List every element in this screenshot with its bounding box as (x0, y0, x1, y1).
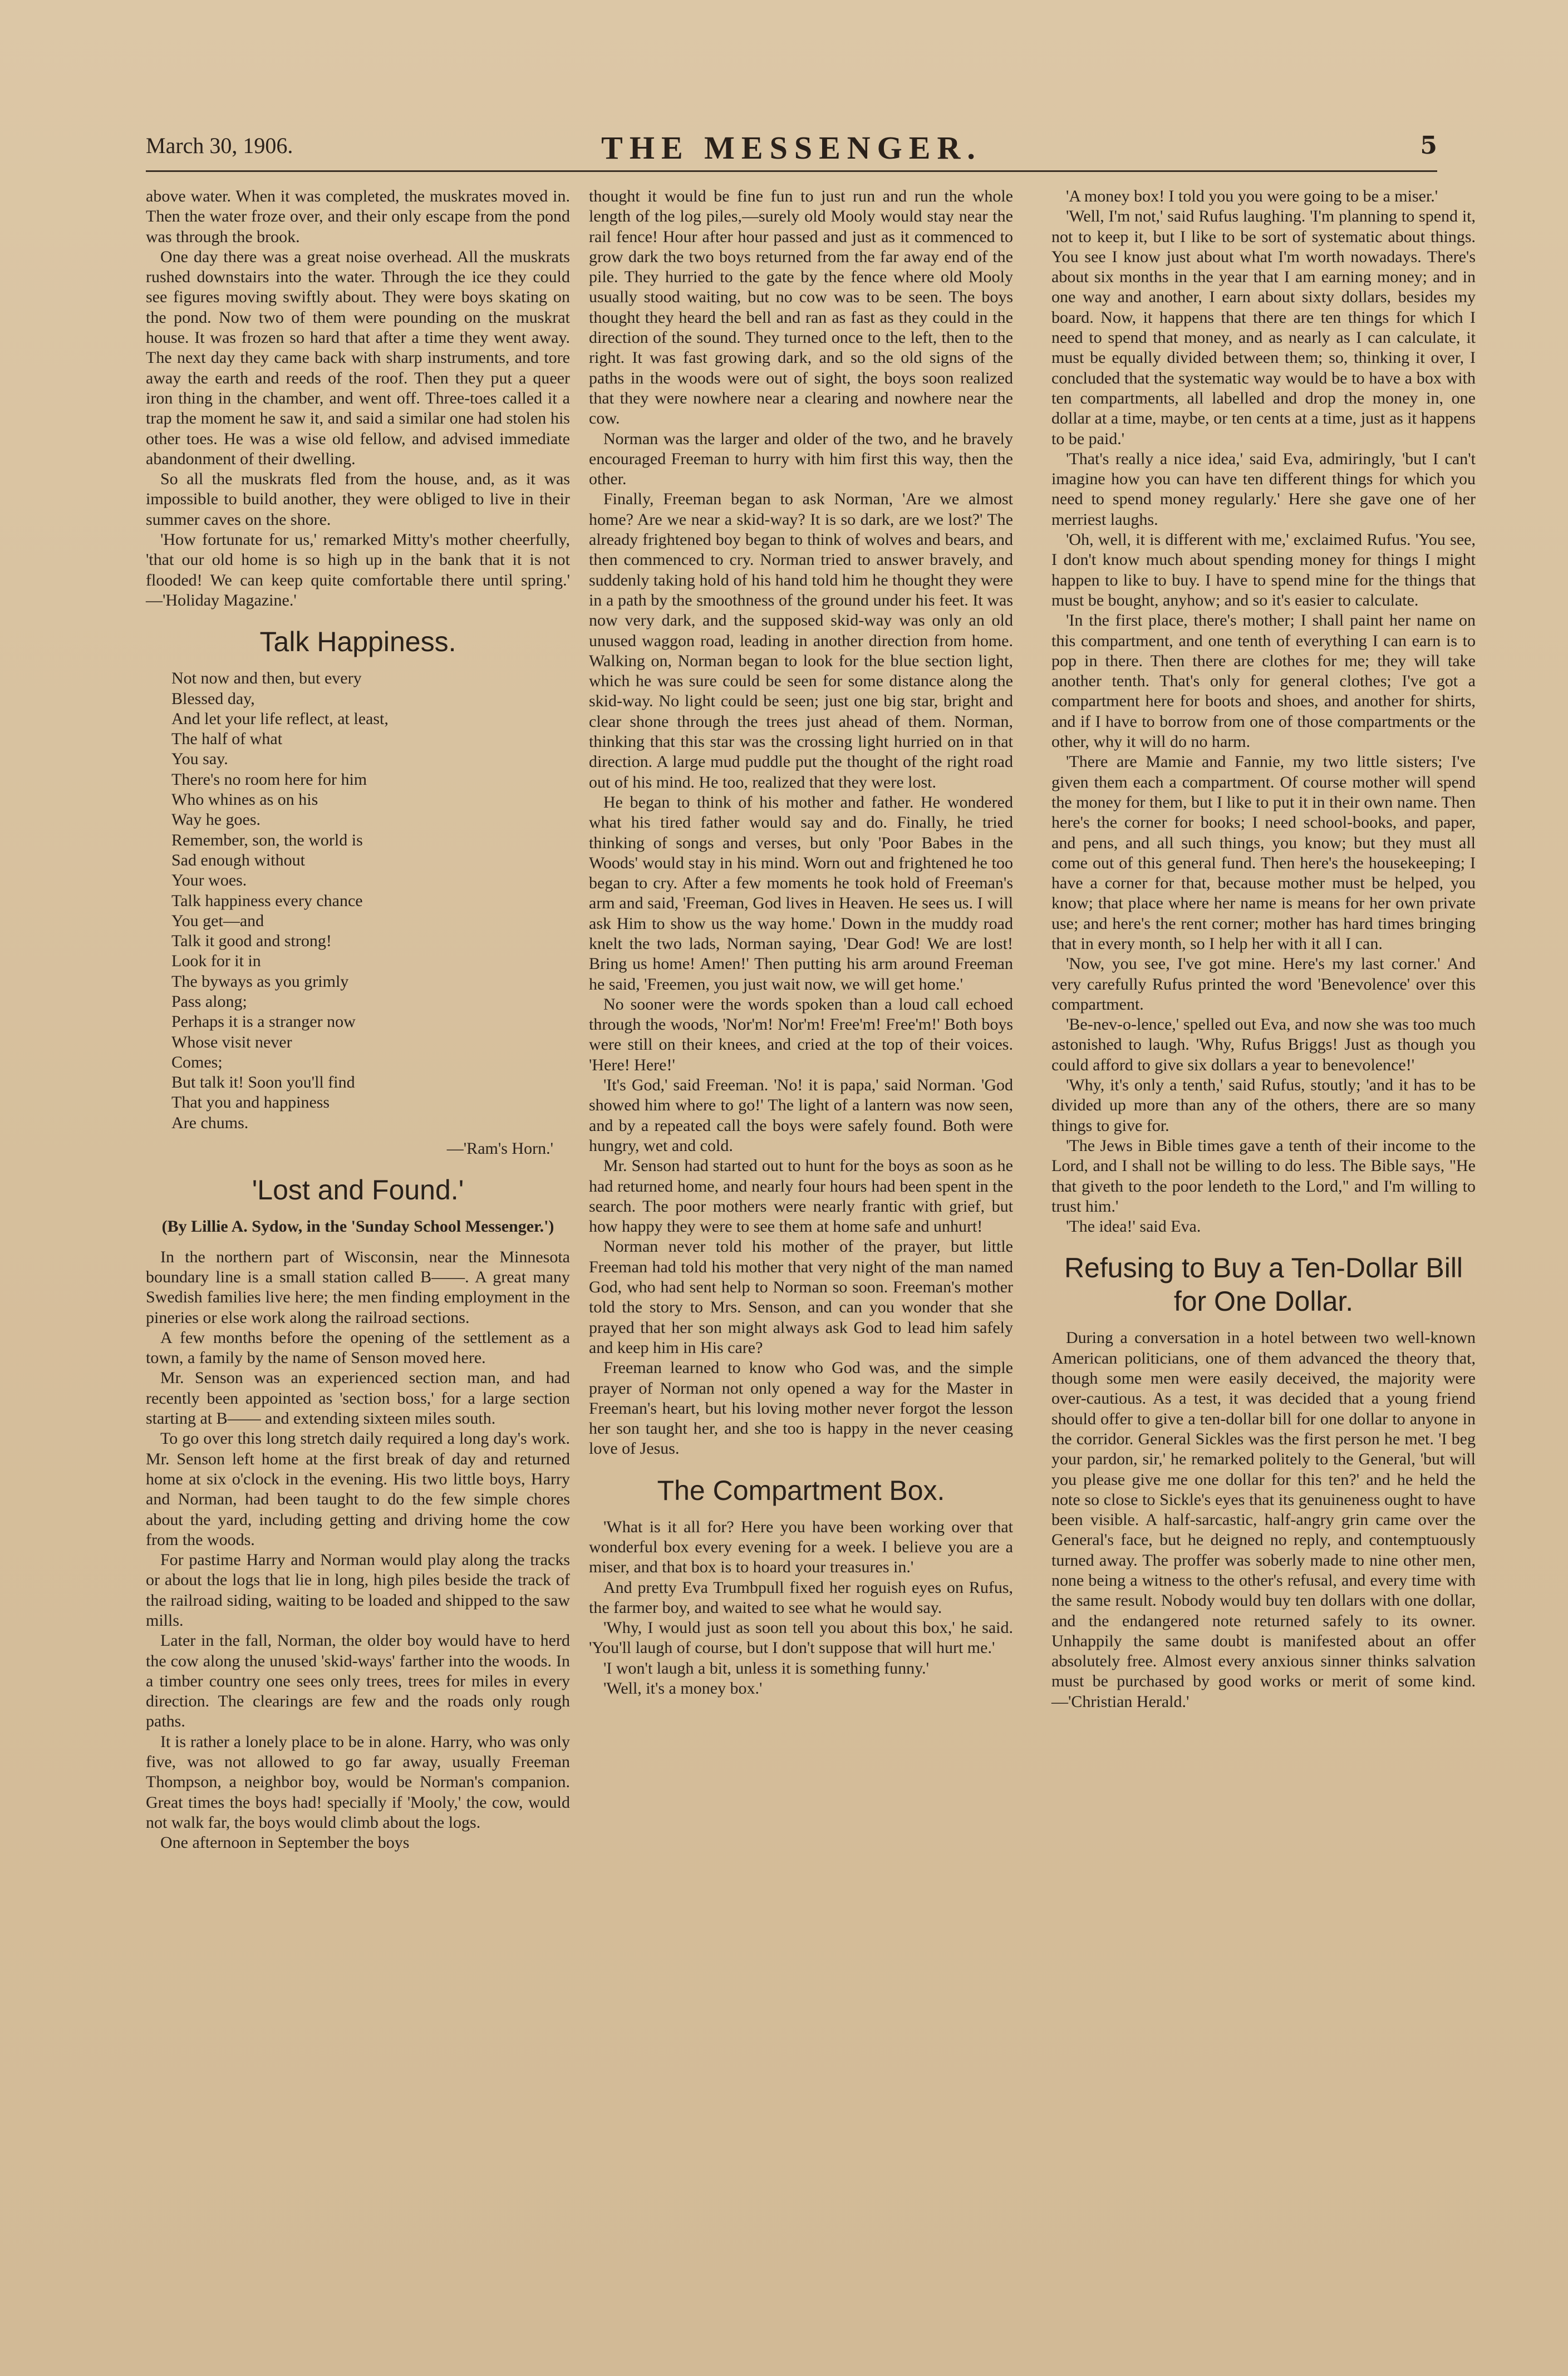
poem-line: Comes; (171, 1052, 223, 1071)
paragraph: So all the muskrats fled from the house, and, as it was impossible to build another, they were obliged to live in their summer caves on the shore. (146, 470, 570, 529)
paragraph: 'The idea!' said Eva. (1066, 1217, 1201, 1236)
paragraph: 'Be-nev-o-lence,' spelled out Eva, and now she was too much astonished to laugh. 'Why, Rufus Briggs! Just as though you could afford to give six dollars a year to benevolence!' (1051, 1015, 1476, 1074)
paragraph: Later in the fall, Norman, the older boy would have to herd the cow along the unused 'skid-ways' farther into the woods. In a timber country one sees only trees, trees for miles in every direction. The clearings are few and the roads only rough paths. (146, 1631, 570, 1731)
paragraph: He began to think of his mother and father. He wondered what his tired father would say and do. Finally, he tried thinking of songs and verses, but only 'Poor Babes in the Woods' would stay in his mind. Worn out and frightened he too began to cry. After a few moments he took hold of Freeman's arm and said, 'Freeman, God lives in Heaven. He sees us. I will ask Him to show us the way home.' Down in the muddy road knelt the two lads, Norman saying, 'Dear God! We are lost! Bring us home! Amen!' Then putting his arm around Freeman he said, 'Freemen, you just wait now, we will get home.' (589, 793, 1013, 993)
byline: (By Lillie A. Sydow, in the 'Sunday School Messenger.') (161, 1217, 554, 1236)
paragraph: 'Well, I'm not,' said Rufus laughing. 'I'm planning to spend it, not to keep it, but I like to be sort of systematic about things. You see I know just about what I'm worth nowadays. There's about six months in the year that I am earning money; and in one way and another, I earn about sixty dollars, besides my board. Now, it happens that there are ten things for which I need to spend that money, and as nearly as I can calculate, it must be equally divided between them; so, thinking it over, I concluded that the systematic way would be to have a box with ten compartments, all labelled and drop the money in, one dollar at a time, maybe, or ten cents at a time, just as it happens to be paid.' (1051, 207, 1476, 448)
poem-line: But talk it! Soon you'll find (171, 1073, 355, 1092)
paragraph: One afternoon in September the boys (160, 1833, 410, 1852)
paragraph: 'What is it all for? Here you have been working over that wonderful box every evening for a week. I believe you are a miser, and that box is to hoard your treasures in.' (589, 1517, 1013, 1577)
poem-line: Are chums. (171, 1113, 249, 1132)
poem-line: Whose visit never (171, 1032, 292, 1051)
paragraph: For pastime Harry and Norman would play along the tracks or about the logs that lie in long, high piles beside the track of the railroad siding, waiting to be loaded and shipped to the saw mills. (146, 1551, 570, 1630)
paragraph: 'Oh, well, it is different with me,' exclaimed Rufus. 'You see, I don't know much about spending money for things I might happen to like to buy. I have to spend mine for the things that must be bought, anyhow; and so it's easier to calculate. (1051, 530, 1476, 609)
paragraph: 'It's God,' said Freeman. 'No! it is papa,' said Norman. 'God showed him where to go!' The light of a lantern was now seen, and by a repeated call the boys were safely found. Both were hungry, wet and cold. (589, 1076, 1013, 1155)
poem-line: You get—and (171, 911, 264, 930)
article-heading-compartment-box: The Compartment Box. (657, 1474, 945, 1506)
poem-line: The half of what (171, 730, 283, 749)
poem-line: Sad enough without (171, 850, 305, 869)
column-1 (146, 186, 570, 1853)
article-heading-lost-and-found: 'Lost and Found.' (252, 1174, 464, 1206)
paragraph: In the northern part of Wisconsin, near the Minnesota boundary line is a small station called B——. A great many Swedish families live here; the men finding employment in the pineries or else work along the railroad sections. (146, 1247, 570, 1327)
poem-line: And let your life reflect, at least, (171, 709, 389, 728)
poem-line: Remember, son, the world is (171, 830, 363, 849)
poem-line: There's no room here for him (171, 770, 367, 789)
paragraph: And pretty Eva Trumbpull fixed her roguish eyes on Rufus, the farmer boy, and waited to see what he would say. (589, 1578, 1013, 1617)
issue-date: March 30, 1906. (146, 133, 293, 158)
paragraph: No sooner were the words spoken than a loud call echoed through the woods, 'Nor'm! Nor'm! Free'm! Free'm!' Both boys were still on their knees, and cried at the top of their voices. 'Here! Here!' (589, 995, 1013, 1074)
poem-line: Pass along; (171, 992, 247, 1011)
paragraph: 'Why, it's only a tenth,' said Rufus, stoutly; 'and it has to be divided up more than any of the others, there are so many things to give for. (1051, 1076, 1476, 1135)
paragraph: 'How fortunate for us,' remarked Mitty's mother cheerfully, 'that our old home is so high up in the bank that it is not flooded! We can keep quite comfortable there until spring.' —'Holiday Magazine.' (146, 530, 570, 609)
page-number: 5 (1420, 131, 1437, 160)
paragraph: Freeman learned to know who God was, and the simple prayer of Norman not only opened a way for the Master in Freeman's heart, but his loving mother never forgot the lesson her son taught her, and she too is happy in the never ceasing love of Jesus. (589, 1359, 1013, 1458)
poem-line: Talk happiness every chance (171, 891, 363, 910)
paragraph: above water. When it was completed, the muskrates moved in. Then the water froze over, and their only escape from the pond was through the brook. (146, 187, 570, 246)
masthead (146, 129, 1437, 168)
poem-line: Way he goes. (171, 810, 261, 829)
paragraph: 'I won't laugh a bit, unless it is something funny.' (603, 1659, 930, 1678)
article-heading-talk-happiness: Talk Happiness. (259, 626, 456, 658)
poem-line: Perhaps it is a stranger now (171, 1012, 356, 1031)
paragraph: 'The Jews in Bible times gave a tenth of their income to the Lord, and I shall not be willing to do less. The Bible says, "He that giveth to the poor lendeth to the Lord," and I'm willing to trust him.' (1051, 1136, 1476, 1216)
newspaper-title: THE MESSENGER. (601, 130, 982, 166)
paragraph: Mr. Senson was an experienced section man, and had recently been appointed as 'section boss,' for a large section starting at B—— and extending sixteen miles south. (146, 1369, 570, 1428)
paragraph: 'There are Mamie and Fannie, my two little sisters; I've given them each a compartment. Of course mother will spend the money for them, but I like to put it in their own name. Then here's the corner for books; I need school-books, and paper, and pens, and all such things, you know; but they must all come out of this general fund. Then here's the housekeeping; I have a corner for that, because mother must be helped, you know; that place where her name is means for her own private use; and here's the rent corner; mother has hard times bringing that in every month, so I help her with it all I can. (1051, 752, 1476, 953)
header-rule (146, 170, 1437, 172)
paragraph: A few months before the opening of the settlement as a town, a family by the name of Senson moved here. (146, 1328, 570, 1367)
paragraph: Mr. Senson had started out to hunt for the boys as soon as he had returned home, and nearly four hours had been spent in the search. The poor mothers were nearly frantic with grief, but how happy they were to see them at home safe and unhurt! (589, 1157, 1013, 1236)
poem-attribution: —'Ram's Horn.' (446, 1139, 553, 1158)
paragraph: thought it would be fine fun to just run and run the whole length of the log piles,—surely old Mooly would stay near the rail fence! Hour after hour passed and just as it commenced to grow dark the two boys returned from the far away end of the pile. They hurried to the gate by the fence where old Mooly usually stood waiting, but no cow was to be seen. The boys thought they heard the bell and ran as fast as they could in the direction of the sound. They turned once to the left, then to the right. It was fast growing dark, and so the old signs of the paths in the woods were out of sight, the boys soon realized that they were nowhere near a clearing and nowhere near the cow. (589, 187, 1013, 428)
paragraph: 'Why, I would just as soon tell you about this box,' he said. 'You'll laugh of course, but I don't suppose that will hurt me.' (589, 1619, 1013, 1657)
paragraph: During a conversation in a hotel between two well-known American politicians, one of them advanced the theory that, though some men were easily deceived, the majority were over-cautious. As a test, it was decided that a young friend should offer to give a ten-dollar bill for one dollar to anyone in the corridor. General Sickles was the first person he met. 'I beg your pardon, sir,' he remarked politely to the General, 'but will you please give me one dollar for this ten?' and he held the note so close to Sickle's eyes that its genuineness ought to have been visible. A half-sarcastic, half-angry grin came over the General's face, but he deigned no reply, and contemptuously turned away. The proffer was soberly made to nine other men, none being a witness to the other's refusal, and every time with the same result. Nobody would buy ten dollars with one dollar, and the endangered note returned safely to its owner. Unhappily the same doubt is manifested about an offer absolutely free. Almost every anxious sinner thinks salvation must be purchased by good works or merit of some kind.—'Christian Herald.' (1051, 1329, 1476, 1711)
paragraph: 'A money box! I told you you were going to be a miser.' (1066, 187, 1438, 205)
paragraph: One day there was a great noise overhead. All the muskrats rushed downstairs into the water. Through the ice they could see figures moving swiftly about. They were boys skating on the pond. Now two of them were pounding on the muskrat house. It was frozen so hard that after a time they went away. The next day they came back with sharp instruments, and tore away the earth and reeds of the roof. Then they put a queer iron thing in the chamber, and went off. Three-toes called it a trap the moment he saw it, and said a similar one had stolen his other toes. He was a wise old fellow, and advised immediate abandonment of their dwelling. (146, 247, 570, 468)
paragraph: Norman never told his mother of the prayer, but little Freeman had told his mother that very night of the man named God, who had sent help to Norman so soon. Freeman's mother told the story to Mrs. Senson, and can you wonder that she prayed that her son might always ask God to lead him safely and keep him in His care? (589, 1237, 1013, 1357)
article-heading-ten-dollar-bill: Refusing to Buy a Ten-Dollar Bill for One Dollar. (1064, 1252, 1463, 1317)
paragraph: 'Now, you see, I've got mine. Here's my last corner.' And very carefully Rufus printed the word 'Benevolence' over this compartment. (1051, 955, 1476, 1014)
poem-line: Talk it good and strong! (171, 932, 332, 951)
poem-line: Who whines as on his (171, 790, 318, 809)
paragraph: 'That's really a nice idea,' said Eva, admiringly, 'but I can't imagine how you can have ten different things for which you need to spend money regularly.' Here she gave one of her merriest laughs. (1051, 449, 1476, 529)
paragraph: Norman was the larger and older of the two, and he bravely encouraged Freeman to hurry with him first this way, then the other. (589, 429, 1013, 489)
poem-line: The byways as you grimly (171, 972, 349, 991)
paragraph: Finally, Freeman began to ask Norman, 'Are we almost home? Are we near a skid-way? It is so dark, are we lost?' The already frightened boy began to think of wolves and bears, and then commenced to cry. Norman tried to answer bravely, and suddenly taking hold of his hand told him he thought they were in a path by the smoothness of the ground under his feet. It was now very dark, and the supposed skid-way was only an old unused waggon road, leading in another direction from home. Walking on, Norman began to look for the blue section light, which he was sure could be seen for some distance along the skid-way. No light could be seen; just one big star, bright and clear shone through the trees just ahead of them. Norman, thinking that this star was the crossing light hurried on in that direction. A large mud puddle put the thought of the right road out of his mind. He too, realized that they were lost. (589, 490, 1013, 791)
paragraph: To go over this long stretch daily required a long day's work. Mr. Senson left home at the first break of day and returned home at six o'clock in the evening. His two little boys, Harry and Norman, had been taught to do the few simple chores about the yard, including getting and driving home the cow from the woods. (146, 1429, 570, 1549)
poem (171, 668, 570, 1133)
poem-line: You say. (171, 750, 228, 769)
paragraph: 'In the first place, there's mother; I shall paint her name on this compartment, and one tenth of everything I can earn is to pop in there. Then there are clothes for me; they will take another tenth. That's only for general clothes; I've got a compartment here for boots and shoes, and another for shirts, and if I have to borrow from one of those compartments or the other, why it will do no harm. (1051, 611, 1476, 751)
poem-line: That you and happiness (171, 1093, 330, 1112)
poem-line: Blessed day, (171, 689, 255, 708)
poem-line: Not now and then, but every (171, 669, 362, 688)
column-2 (589, 186, 1013, 1699)
paragraph: 'Well, it's a money box.' (603, 1679, 763, 1698)
poem-line: Your woes. (171, 871, 247, 890)
paragraph: It is rather a lonely place to be in alone. Harry, who was only five, was not allowed to go far away, usually Freeman Thompson, a neighbor boy, would be Norman's companion. Great times the boys had! specially if 'Mooly,' the cow, would not walk far, the boys would climb about the logs. (146, 1732, 570, 1832)
column-3 (1051, 186, 1476, 1712)
poem-line: Look for it in (171, 952, 261, 971)
